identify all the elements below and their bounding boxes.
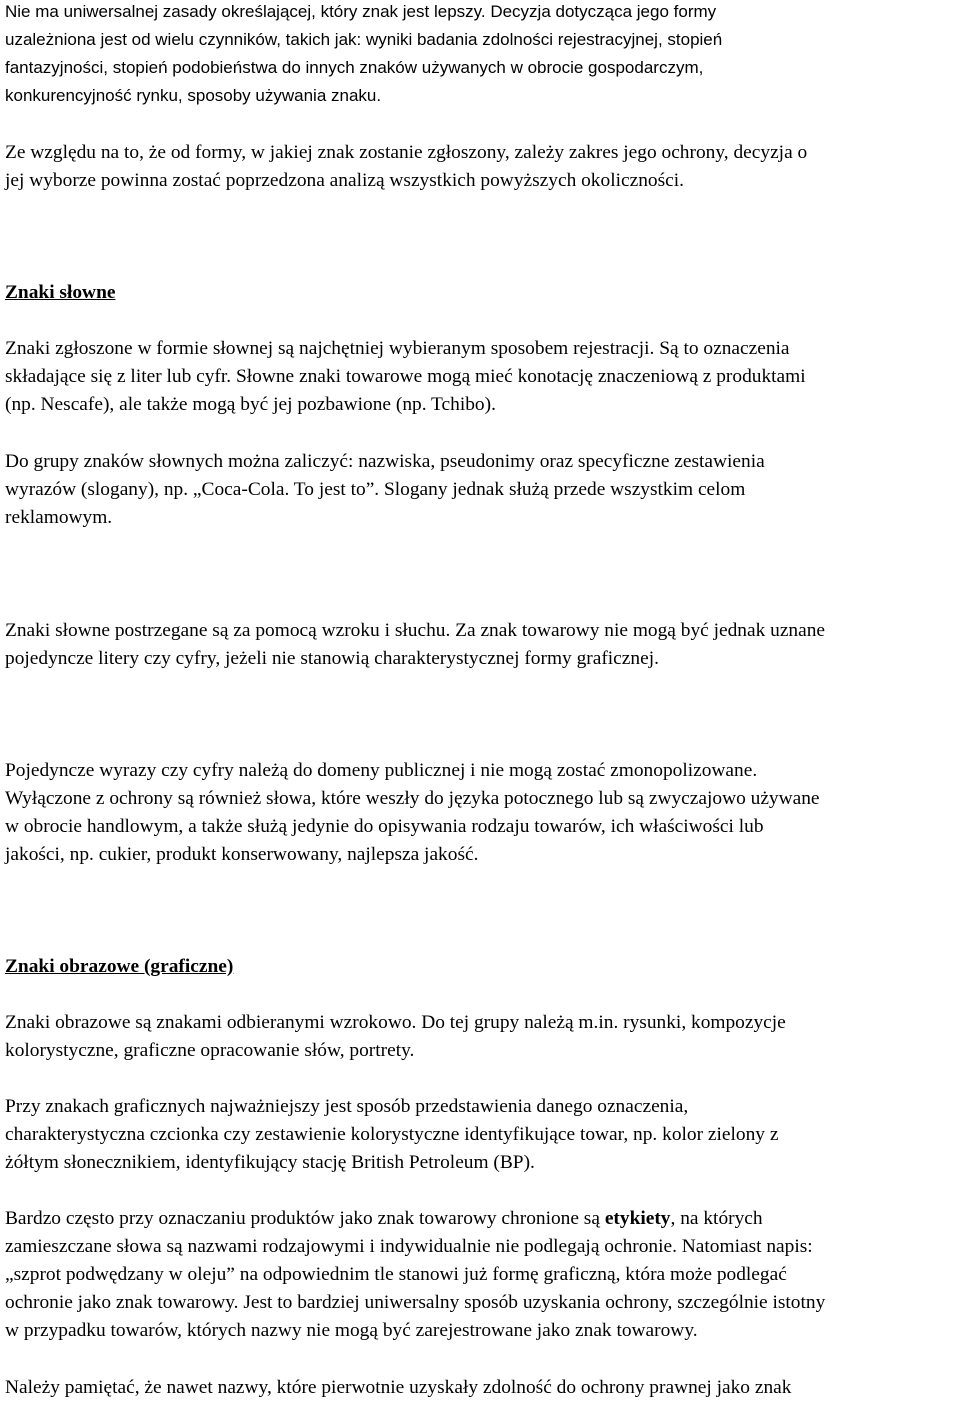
obrazowe-para2-line: żółtym słonecznikiem, identyfikujący stację British Petroleum (BP). bbox=[5, 1152, 535, 1173]
obrazowe-para3-line: „szprot podwędzany w oleju” na odpowiednim tle stanowi już formę graficzną, która może podlegać bbox=[5, 1264, 787, 1285]
slowne-para2-line: wyrazów (slogany), np. „Coca-Cola. To jest to”. Slogany jednak służą przede wszystkim celom bbox=[5, 479, 746, 500]
obrazowe-para4-line: Należy pamiętać, że nawet nazwy, które pierwotnie uzyskały zdolność do ochrony prawnej jako znak bbox=[5, 1377, 792, 1398]
slowne-para1-line: składające się z liter lub cyfr. Słowne znaki towarowe mogą mieć konotację znaczeniową z produktami bbox=[5, 366, 806, 387]
obrazowe-para3-bold: etykiety bbox=[604, 1208, 671, 1229]
slowne-para3-line: pojedyncze litery czy cyfry, jeżeli nie stanowią charakterystycznej formy graficznej. bbox=[5, 648, 659, 669]
slowne-para4-line: w obrocie handlowym, a także służą jedynie do opisywania rodzaju towarów, ich właściwości lub bbox=[5, 816, 764, 837]
slowne-para2-line: Do grupy znaków słownych można zaliczyć: nazwiska, pseudonimy oraz specyficzne zestawienia bbox=[5, 451, 765, 472]
intro-para1-line: Nie ma uniwersalnej zasady określającej, który znak jest lepszy. Decyzja dotycząca jego formy bbox=[5, 2, 717, 21]
obrazowe-para3-line: w przypadku towarów, których nazwy nie mogą być zarejestrowane jako znak towarowy. bbox=[5, 1320, 698, 1341]
slowne-para2-line: reklamowym. bbox=[5, 507, 113, 528]
obrazowe-para3-text: , na których bbox=[670, 1208, 763, 1229]
obrazowe-para1-line: kolorystyczne, graficzne opracowanie słów, portrety. bbox=[5, 1040, 415, 1061]
intro-para1-line: konkurencyjność rynku, sposoby używania znaku. bbox=[5, 86, 382, 105]
intro-para1-line: uzależniona jest od wielu czynników, takich jak: wyniki badania zdolności rejestracyjnej, stopień bbox=[5, 30, 723, 49]
obrazowe-para3-line bbox=[5, 1205, 763, 1233]
section-heading-slowne: Znaki słowne bbox=[5, 282, 116, 303]
intro-para1-line: fantazyjności, stopień podobieństwa do innych znaków używanych w obrocie gospodarczym, bbox=[5, 58, 704, 77]
slowne-para4-line: Wyłączone z ochrony są również słowa, które weszły do języka potocznego lub są zwyczajowo używane bbox=[5, 788, 820, 809]
slowne-para4-line: jakości, np. cukier, produkt konserwowany, najlepsza jakość. bbox=[5, 844, 479, 865]
obrazowe-para2-line: Przy znakach graficznych najważniejszy jest sposób przedstawienia danego oznaczenia, bbox=[5, 1096, 689, 1117]
slowne-para3-line: Znaki słowne postrzegane są za pomocą wzroku i słuchu. Za znak towarowy nie mogą być jednak uznane bbox=[5, 620, 826, 641]
slowne-para1-line: (np. Nescafe), ale także mogą być jej pozbawione (np. Tchibo). bbox=[5, 394, 496, 415]
intro-para2-line: jej wyborze powinna zostać poprzedzona analizą wszystkich powyższych okoliczności. bbox=[5, 170, 684, 191]
obrazowe-para1-line: Znaki obrazowe są znakami odbieranymi wzrokowo. Do tej grupy należą m.in. rysunki, kompozycje bbox=[5, 1012, 786, 1033]
obrazowe-para2-line: charakterystyczna czcionka czy zestawienie kolorystyczne identyfikujące towar, np. kolor zielony z bbox=[5, 1124, 779, 1145]
intro-para2-line: Ze względu na to, że od formy, w jakiej znak zostanie zgłoszony, zależy zakres jego ochrony, decyzja o bbox=[5, 142, 808, 163]
section-heading-obrazowe: Znaki obrazowe (graficzne) bbox=[5, 956, 234, 977]
obrazowe-para3-line: zamieszczane słowa są nazwami rodzajowymi i indywidualnie nie podlegają ochronie. Natomiast napis: bbox=[5, 1236, 813, 1257]
obrazowe-para3-text: Bardzo często przy oznaczaniu produktów jako znak towarowy chronione są bbox=[5, 1208, 605, 1229]
slowne-para1-line: Znaki zgłoszone w formie słownej są najchętniej wybieranym sposobem rejestracji. Są to oznaczenia bbox=[5, 338, 790, 359]
obrazowe-para3-line: ochronie jako znak towarowy. Jest to bardziej uniwersalny sposób uzyskania ochrony, szczególnie istotny bbox=[5, 1292, 826, 1313]
slowne-para4-line: Pojedyncze wyrazy czy cyfry należą do domeny publicznej i nie mogą zostać zmonopolizowane. bbox=[5, 760, 758, 781]
